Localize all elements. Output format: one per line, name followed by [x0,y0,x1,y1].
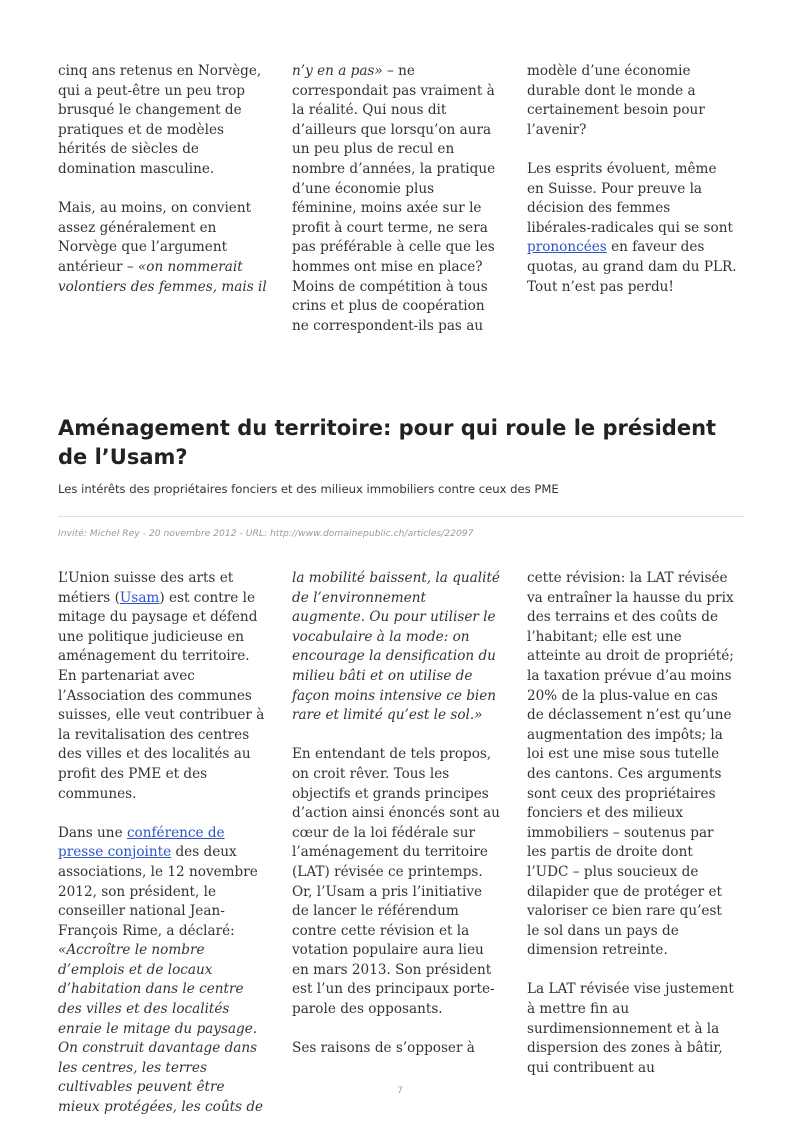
paragraph: n’y en a pas» – ne correspondait pas vraiment à la réalité. Qui nous dit d’ailleurs que lorsqu’on aura un peu plus de recul en nombre d’années, la pratique d’une économie plus féminine, moins axée sur le profit à court terme, ne sera pas préférable à celle que les hommes ont mise en place? Moins de compétition à tous crins et plus de coopération ne correspondent-ils pas au [292,63,496,334]
prev-article-column-2 [292,62,502,336]
prev-article-column-1 [58,62,268,297]
prev-article-column-3 [527,62,737,297]
article-title: Aménagement du territoire: pour qui roule le président de l’Usam? [58,416,717,469]
paragraph: L’Union suisse des arts et métiers (Usam) est contre le mitage du paysage et défend une politique judicieuse en aménagement du territoire. En partenariat avec l’Association des communes suisses, elle veut contribuer à la revitalisation des centres des villes et des localités au profit des PME et des communes. [58,570,265,802]
quote: n’y en a pas» [292,63,383,79]
link-prononcees[interactable]: prononcées [527,239,607,256]
paragraph: modèle d’une économie durable dont le monde a certainement besoin pour l’avenir? [527,63,705,138]
paragraph: cinq ans retenus en Norvège, qui a peut-être un peu trop brusqué le changement de pratiques et de modèles hérités de siècles de domination masculine. [58,63,262,177]
quote: «on nommerait volontiers des femmes, mais il [58,258,267,295]
paragraph: La LAT révisée vise justement à mettre fin au surdimensionnement et à la dispersion des zones à bâtir, qui contribuent au [527,981,734,1076]
page-number: 7 [397,1086,403,1096]
article-column-3 [527,569,737,1078]
paragraph: Ses raisons de s’opposer à [292,1040,475,1057]
paragraph: cette révision: la LAT révisée va entraîner la hausse du prix des terrains et des coûts de l’habitant; elle est une atteinte au droit de propriété; la taxation prévue d’au moins 20% de la plus-value en cas de déclassement n’est qu’une augmentation des impôts; la loi est une mise sous tutelle des cantons. Ces arguments sont ceux des propriétaires fonciers et des milieux immobiliers – soutenus par les partis de droite dont l’UDC – plus soucieux de dilapider que de protéger et valoriser ce bien rare qu’est le sol dans un pays de dimension retreinte. [527,570,734,959]
article-column-2 [292,569,502,1059]
article-subtitle: Les intérêts des propriétaires fonciers et des milieux immobiliers contre ceux des PME [58,482,559,496]
divider [58,516,744,517]
article-column-1 [58,569,268,1118]
article-byline: Invité: Michel Rey - 20 novembre 2012 - URL: http://www.domainepublic.ch/articles/22097 [58,528,474,539]
paragraph: En entendant de tels propos, on croit rêver. Tous les objectifs et grands principes d’action ainsi énoncés sont au cœur de la loi fédérale sur l’aménagement du territoire (LAT) révisée ce printemps. Or, l’Usam a pris l’initiative de lancer le référendum contre cette révision et la votation populaire aura lieu en mars 2013. Son président est l’un des principaux porte-parole des opposants. [292,746,500,1018]
paragraph: Les esprits évoluent, même en Suisse. Pour preuve la décision des femmes libérales-radicales qui se sont prononcées en faveur des quotas, au grand dam du PLR. Tout n’est pas perdu! [527,160,737,295]
paragraph: Mais, au moins, on convient assez généralement en Norvège que l’argument antérieur – «on nommerait volontiers des femmes, mais il [58,200,267,295]
paragraph [292,569,502,726]
quote: «Accroître le nombre d’emplois et de locaux d’habitation dans le centre des villes et des localités enraie le mitage du paysage. On construit davantage dans les centres, les terres cultivables peuvent être mieux protégées, les coûts de [58,942,264,1116]
paragraph: Dans une conférence de presse conjointe des deux associations, le 12 novembre 2012, son président, le conseiller national Jean-François Rime, a déclaré: «Accroître le nombre d’emplois et de locaux d’habitation dans le centre des villes et des localités enraie le mitage du paysage. On construit davantage dans les centres, les terres cultivables peuvent être mieux protégées, les coûts de [58,824,264,1116]
quote: la mobilité baissent, la qualité de l’environnement augmente. Ou pour utiliser le vocabulaire à la mode: on encourage la densification du milieu bâti et on utilise de façon moins intensive ce bien rare et limité qu’est le sol.» [292,570,500,724]
link-press-conference[interactable]: conférence de presse conjointe [58,824,225,861]
link-usam[interactable]: Usam [119,589,160,606]
